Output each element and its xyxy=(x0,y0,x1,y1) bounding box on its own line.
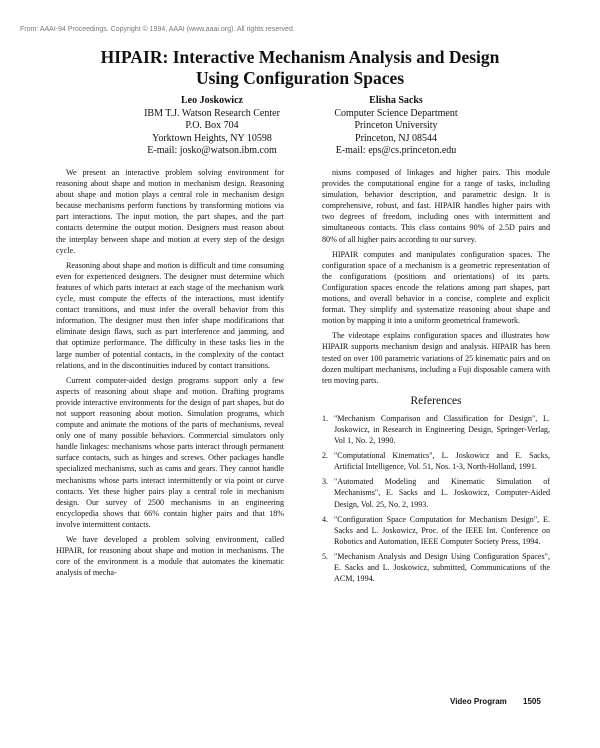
author-1 xyxy=(112,95,312,158)
body-paragraph: We present an interactive problem solving environment for reasoning about shape and motion in mechanism design. Reasoning about shape and motion plays a central role in mechanism design because mechanisms perform functions by transforming motions via part interactions. The input motion, the part shapes, and the part contacts determine the output motion. Designers must reason about the interplay between shape and motion at every step of the design cycle. xyxy=(56,168,284,255)
author-name: Leo Joskowicz xyxy=(181,95,243,106)
page-footer xyxy=(450,697,541,706)
author-affiliation: IBM T.J. Watson Research Center xyxy=(144,107,280,119)
references-heading: References xyxy=(410,394,462,407)
reference-number: 1. xyxy=(322,413,329,423)
author-email: E-mail: josko@watson.ibm.com xyxy=(147,145,277,157)
reference-number: 4. xyxy=(322,514,329,524)
reference-text: "Automated Modeling and Kinematic Simulation of Mechanisms", E. Sacks and L. Joskowicz, Computer-Aided Design, Vol. 25, No. 2, 1993. xyxy=(334,477,550,509)
reference-list xyxy=(322,413,550,584)
reference-item xyxy=(322,514,550,547)
right-column xyxy=(322,167,550,588)
copyright-notice: From: AAAI-94 Proceedings. Copyright © 1994, AAAI (www.aaai.org). All rights reserved. xyxy=(20,26,295,33)
title-line-1: HIPAIR: Interactive Mechanism Analysis and Design xyxy=(100,47,500,67)
body-paragraph: We have developed a problem solving environment, called HIPAIR, for reasoning about shape and motion in mechanisms. The core of the environment is a module that automates the kinematic analysis of mecha- xyxy=(56,535,284,578)
reference-text: "Mechanism Analysis and Design Using Configuration Spaces", E. Sacks and L. Joskowicz, submitted, Communications of the ACM, 1994. xyxy=(334,551,550,584)
author-email: E-mail: eps@cs.princeton.edu xyxy=(335,145,457,157)
footer-venue: Video Program xyxy=(450,697,507,706)
reference-text: "Configuration Space Computation for Mechanism Design", E. Sacks and L. Joskowicz, Proc. of the IEEE Int. Conference on Robotics and Automation, IEEE Computer Society Press, 1994. xyxy=(334,514,550,546)
author-name: Elisha Sacks xyxy=(369,95,423,106)
body-paragraph: nisms composed of linkages and higher pairs. This module provides the computational engine for a range of tasks, including simulation, behavior description, and parametric design. It is comprehensive, robust, and fast. HIPAIR handles higher pairs with two degrees of freedom, including ones with intermittent and simultaneous contacts. This class contains 90% of 2.5D pairs and 80% of all higher pairs according to our survey. xyxy=(322,168,550,244)
author-2 xyxy=(296,95,496,158)
body-paragraph: The videotape explains configuration spaces and illustrates how HIPAIR supports mechanism design and analysis. HIPAIR has been tested on over 100 parametric variations of 25 kinematic pairs and on dozen multipart mechanisms, including a Fuji disposable camera with ten moving parts. xyxy=(322,331,550,385)
reference-number: 3. xyxy=(322,477,329,487)
page-number: 1505 xyxy=(523,697,541,706)
body-paragraph: HIPAIR computes and manipulates configuration spaces. The configuration space of a mechanism is a geometric representation of the configurations (positions and orientations) of its parts. Configuration spaces encode the relations among part shapes, part motions, and overall behavior in a concise, complete and explicit format. They simplify and systematize reasoning about shape and motion by mapping it into a uniform geometrical framework. xyxy=(322,249,550,326)
body-paragraph: Reasoning about shape and motion is difficult and time consuming even for experienced designers. The designer must determine which features of which parts interact at each stage of the mechanism work cycle, must compute the effects of the interactions, must identify contact transitions, and must infer the overall behavior from this information. The designer must then infer shape modifications that eliminate design flaws, such as part interference and jamming, and that optimize performance. The difficulty in these tasks lies in the large number of potential contacts, in the complexity of the contact relations, and in the discontinuities induced by contact transitions. xyxy=(56,260,284,370)
author-address: P.O. Box 704 xyxy=(185,120,239,132)
reference-item xyxy=(322,551,550,584)
reference-item xyxy=(322,450,550,472)
title-line-2: Using Configuration Spaces xyxy=(195,68,405,88)
reference-number: 5. xyxy=(322,551,329,561)
left-column xyxy=(56,167,284,578)
reference-number: 2. xyxy=(322,451,329,461)
reference-item xyxy=(322,413,550,446)
author-address: Princeton, NJ 08544 xyxy=(355,132,437,144)
reference-text: "Computational Kinematics", L. Joskowicz and E. Sacks, Artificial Intelligence, Vol. 51, Nos. 1-3, North-Holland, 1991. xyxy=(334,451,550,472)
reference-item xyxy=(322,476,550,509)
paper-title xyxy=(0,47,600,89)
author-address: Yorktown Heights, NY 10598 xyxy=(152,132,272,144)
reference-text: "Mechanism Comparison and Classification for Design", L. Joskowicz, in Research in Engineering Design, Springer-Verlag, Vol 1, No. 2, 1990. xyxy=(334,413,550,446)
author-address: Princeton University xyxy=(354,120,438,132)
body-paragraph: Current computer-aided design programs support only a few aspects of reasoning about shape and motion. Drafting programs provide interactive environments for the design of part shapes, but do not support reasoning about motion. Simulation programs, which compute and animate the motions of the parts of mechanisms, reveal only one of many possible behaviors. Commercial simulators only handle linkages: mechanisms whose parts interact through permanent surface contacts, such as hinges and screws. Other packages handle specialized mechanisms, such as cams and gears. They cannot handle mechanisms whose parts interact intermittently or via point or curve contacts. Yet these higher pairs play a central role in mechanism design. Our survey of 2500 mechanisms in an engineering encyclopedia shows that 66% contain higher pairs and that 18% involve intermittent contacts. xyxy=(56,375,284,529)
author-affiliation: Computer Science Department xyxy=(334,107,458,119)
